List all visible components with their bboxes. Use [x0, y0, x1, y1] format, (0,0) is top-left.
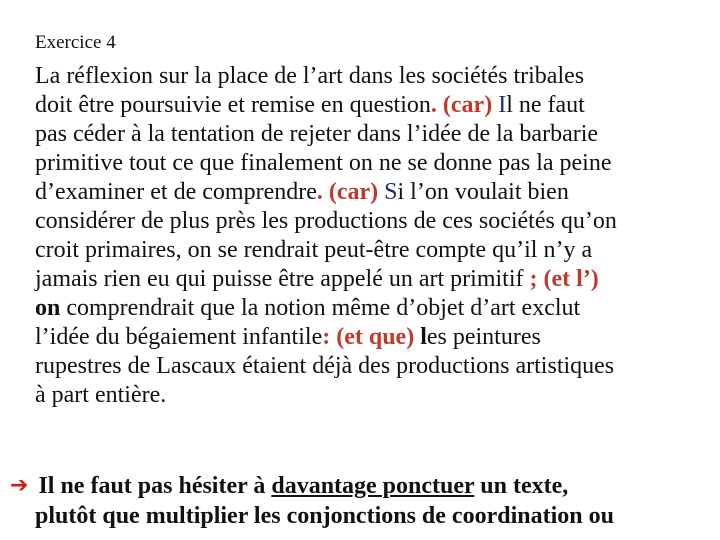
paragraph-text: i l’on voulait bien [397, 179, 569, 205]
bold-letter: l [420, 324, 427, 350]
capital-letter: S [384, 179, 398, 205]
inserted-connector: . (car) [316, 179, 385, 205]
inserted-connector: . (car) [430, 92, 499, 118]
paragraph-line: rupestres de Lascaux étaient déjà des productions artistiques [35, 353, 615, 379]
paragraph-line [35, 178, 715, 207]
paragraph-text: l’idée du bégaiement infantile [35, 324, 323, 350]
paragraph-line: primitive tout ce que finalement on ne se donne pas la peine [35, 150, 612, 176]
conclusion-line [10, 471, 720, 501]
exercise-paragraph [35, 62, 715, 410]
paragraph-line [35, 323, 715, 352]
paragraph-text: es peintures [426, 324, 541, 350]
paragraph-text: comprendrait que la notion même d’objet d’art exclut [60, 295, 581, 321]
paragraph-text: l ne faut [506, 92, 585, 118]
inserted-connector: : (et que) [322, 324, 421, 350]
paragraph-line: croit primaires, on se rendrait peut-être compte qu’il n’y a [35, 237, 593, 263]
paragraph-text: jamais rien eu qui puisse être appelé un art primitif [35, 266, 524, 292]
paragraph-line [35, 294, 715, 323]
conclusion-text: Il ne faut pas hésiter à [38, 473, 272, 499]
paragraph-line [35, 265, 715, 294]
paragraph-line: La réflexion sur la place de l’art dans les sociétés tribales [35, 63, 585, 89]
exercise-title: Exercice 4 [35, 32, 116, 53]
paragraph-line: à part entière. [35, 382, 167, 408]
conclusion [10, 471, 720, 531]
paragraph-text: doit être poursuivie et remise en question [35, 92, 431, 118]
conclusion-text: un texte, [474, 473, 569, 499]
paragraph-line [35, 91, 715, 120]
underlined-text: davantage ponctuer [271, 473, 475, 499]
inserted-connector: ; (et l’) [523, 266, 599, 292]
bold-word: on [35, 295, 61, 321]
arrow-right-icon: ➔ [10, 473, 29, 498]
conclusion-line: plutôt que multiplier les conjonctions de coordination ou [35, 503, 614, 529]
capital-letter: I [498, 92, 507, 118]
paragraph-line: pas céder à la tentation de rejeter dans l’idée de la barbarie [35, 121, 599, 147]
paragraph-text: d’examiner et de comprendre [35, 179, 317, 205]
paragraph-line: considérer de plus près les productions de ces sociétés qu’on [35, 208, 617, 234]
